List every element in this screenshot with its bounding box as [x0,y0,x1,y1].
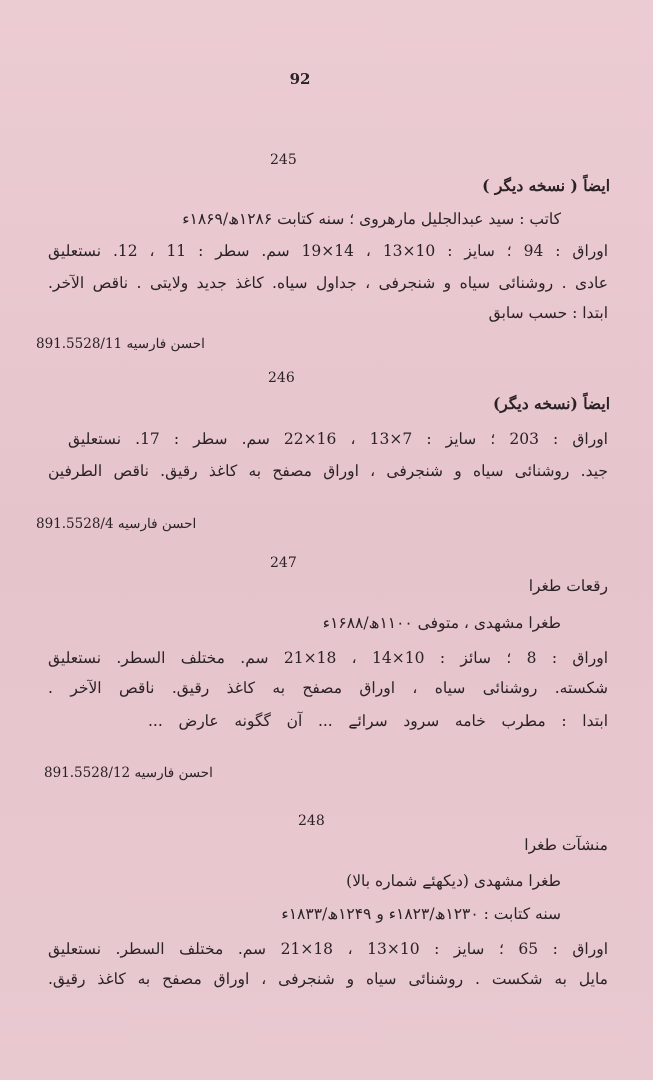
entry-number: 246 [268,370,295,386]
entry-line: اوراق : 203 ؛ سایز : 7×13 ، 16×22 سم. سطر : 17. نستعلیق [68,430,608,448]
entry-number: 245 [270,152,297,168]
entry-line: اوراق : 94 ؛ سایز : 10×13 ، 14×19 سم. سطر : 11 ، 12. نستعلیق [48,242,609,260]
entry-line: اوراق : 8 ؛ سائز : 10×14 ، 18×21 سم. مختلف السطر. نستعلیق [48,649,609,667]
entry-title: ایضاً (نسخه دیگر) [492,394,610,413]
entry-title: ایضاً ( نسخه دیگر ) [482,176,610,195]
call-number: احسن فارسیه 891.5528/12 [44,765,213,781]
entry-line: ابتدا : حسب سابق [488,304,608,322]
entry-line: طغرا مشهدی (دیکھئے شماره بالا) [346,872,561,890]
call-number: احسن فارسیه 891.5528/11 [36,336,205,352]
entry-line: عادی . روشنائی سیاه و شنجرفی ، جداول سیاه. کاغذ جدید ولایتی . ناقص الآخر. [48,274,608,292]
entry-line: مایل به شکست . روشنائی سیاه و شنجرفی ، اوراق مصفح به کاغذ رقیق. [48,970,608,988]
page-number: 92 [289,70,311,88]
entry-title: منشآت طغرا [524,836,608,854]
call-number: احسن فارسیه 891.5528/4 [36,516,197,532]
entry-line: سنه کتابت : ۱۲۳۰ھ/۱۸۲۳ء و ۱۲۴۹ھ/۱۸۳۳ء [281,905,561,923]
entry-line: اوراق : 65 ؛ سایز : 10×13 ، 18×21 سم. مختلف السطر. نستعلیق [48,940,609,958]
entry-line: ابتدا : مطرب خامه سرود سرائے ... آن گگونه عارض ... [148,712,608,730]
entry-line: جید. روشنائی سیاه و شنجرفی ، اوراق مصفح به کاغذ رقیق. ناقص الطرفین [48,462,608,480]
entry-line: کاتب : سید عبدالجلیل مارهروی ؛ سنه کتابت ۱۲۸۶ھ/۱۸۶۹ء [182,210,561,228]
entry-line: طغرا مشهدی ، متوفی ۱۱۰۰ھ/۱۶۸۸ء [322,614,561,632]
entry-number: 248 [298,813,325,829]
entry-line: شکسته. روشنائی سیاه ، اوراق مصفح به کاغذ رقیق. ناقص الآخر . [48,679,608,697]
entry-title: رقعات طغرا [528,577,608,595]
entry-number: 247 [270,555,297,571]
